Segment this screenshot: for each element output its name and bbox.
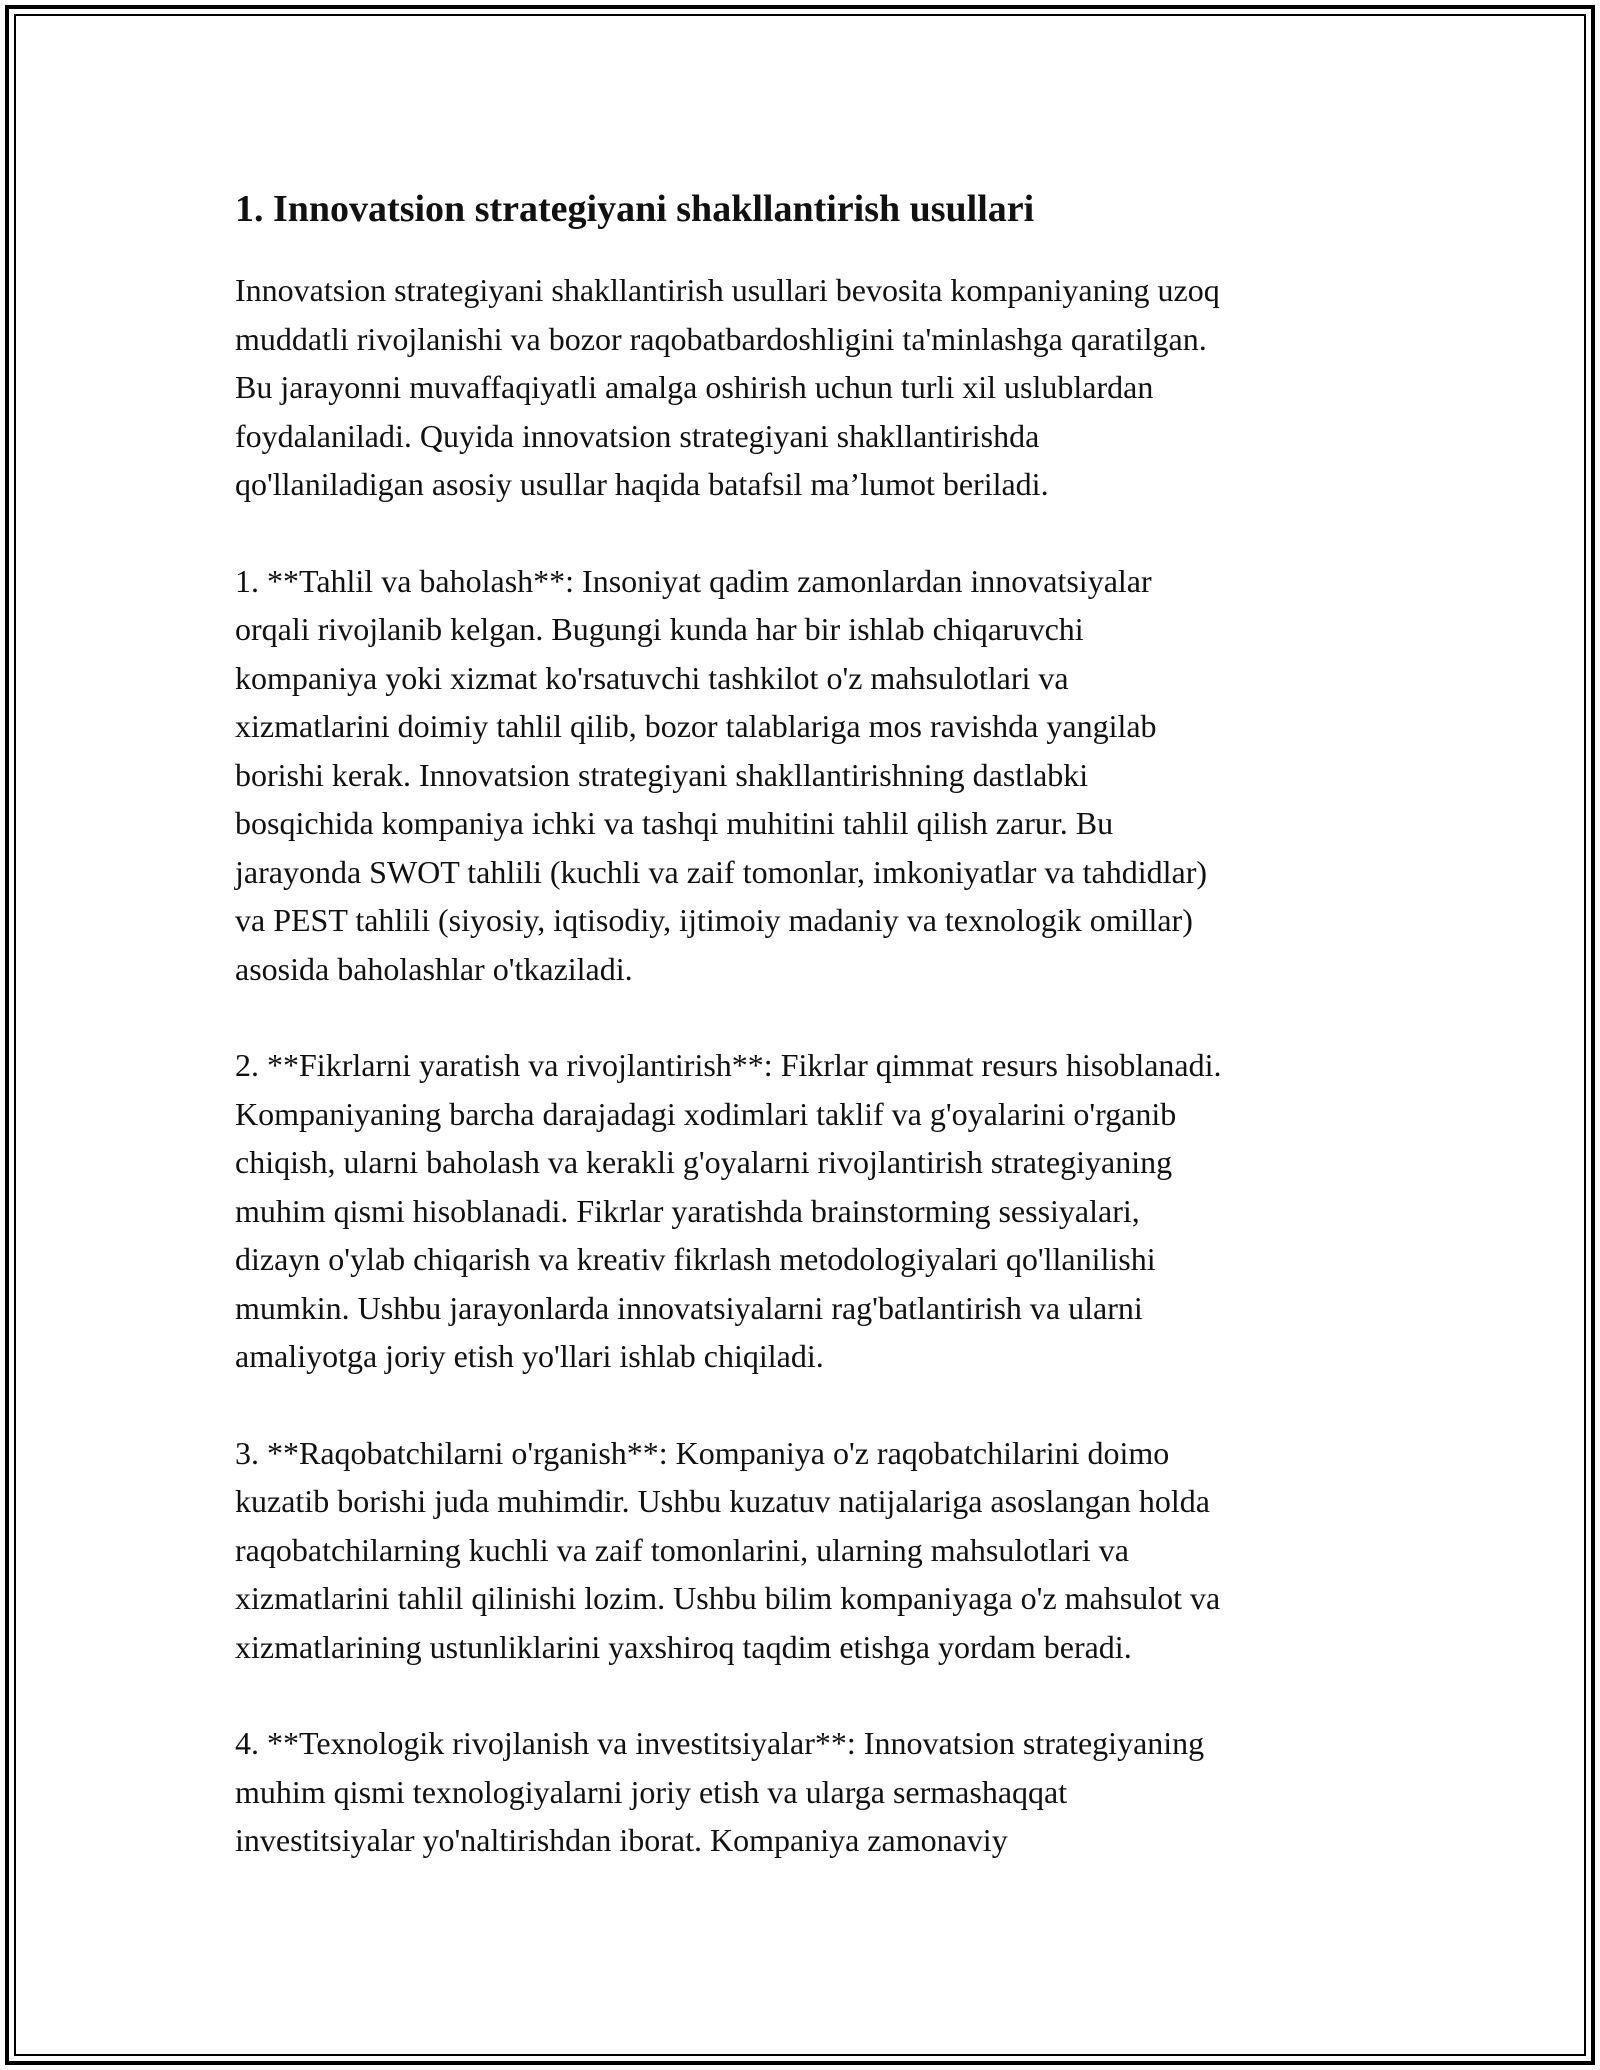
section-heading: 1. Innovatsion strategiyani shakllantirish usullari <box>235 188 1035 230</box>
paragraph-line: amaliyotga joriy etish yo'llari ishlab chiqiladi. <box>235 1338 824 1374</box>
paragraph-line: Innovatsion strategiyani shakllantirish usullari bevosita kompaniyaning uzoq <box>235 272 1220 308</box>
paragraph-line: Bu jarayonni muvaffaqiyatli amalga oshirish uchun turli xil uslublardan <box>235 369 1154 405</box>
paragraph-line: dizayn o'ylab chiqarish va kreativ fikrlash metodologiyalari qo'llanilishi <box>235 1241 1156 1277</box>
paragraph-line: 4. **Texnologik rivojlanish va investitsiyalar**: Innovatsion strategiyaning <box>235 1725 1205 1761</box>
paragraph-line: kompaniya yoki xizmat ko'rsatuvchi tashkilot o'z mahsulotlari va <box>235 659 1069 696</box>
paragraph-line: orqali rivojlanib kelgan. Bugungi kunda har bir ishlab chiqaruvchi <box>235 611 1084 647</box>
paragraph-line: muhim qismi texnologiyalarni joriy etish va ularga sermashaqqat <box>235 1773 1068 1810</box>
paragraph-line: xizmatlarini doimiy tahlil qilib, bozor talablariga mos ravishda yangilab <box>235 708 1157 744</box>
paragraph-list <box>235 266 1400 1865</box>
paragraph-line: bosqichida kompaniya ichki va tashqi muhitini tahlil qilish zarur. Bu <box>235 805 1114 841</box>
paragraph-line: xizmatlarining ustunliklarini yaxshiroq taqdim etishga yordam beradi. <box>235 1628 1132 1665</box>
paragraph-line: Kompaniyaning barcha darajadagi xodimlari taklif va g'oyalarini o'rganib <box>235 1095 1177 1132</box>
paragraph-line: xizmatlarini tahlil qilinishi lozim. Ushbu bilim kompaniyaga o'z mahsulot va <box>235 1580 1221 1616</box>
paragraph-line: mumkin. Ushbu jarayonlarda innovatsiyalarni rag'batlantirish va ularni <box>235 1289 1143 1326</box>
paragraph-line: qo'llaniladigan asosiy usullar haqida batafsil ma’lumot beriladi. <box>235 466 1049 502</box>
paragraph-line: borishi kerak. Innovatsion strategiyani shakllantirishning dastlabki <box>235 756 1089 793</box>
document-body <box>235 186 1400 1913</box>
paragraph-line: 1. **Tahlil va baholash**: Insoniyat qadim zamonlardan innovatsiyalar <box>235 562 1152 599</box>
paragraph-line: muhim qismi hisoblanadi. Fikrlar yaratishda brainstorming sessiyalari, <box>235 1192 1140 1229</box>
paragraph-line: investitsiyalar yo'naltirishdan iborat. Kompaniya zamonaviy <box>235 1822 1008 1858</box>
paragraph-line: chiqish, ularni baholash va kerakli g'oyalarni rivojlantirish strategiyaning <box>235 1144 1173 1180</box>
paragraph-line: asosida baholashlar o'tkaziladi. <box>235 950 633 987</box>
paragraph <box>235 266 1400 509</box>
paragraph-line: 2. **Fikrlarni yaratish va rivojlantirish**: Fikrlar qimmat resurs hisoblanadi. <box>235 1047 1222 1083</box>
paragraph-line: va PEST tahlili (siyosiy, iqtisodiy, ijtimoiy madaniy va texnologik omillar) <box>235 902 1193 938</box>
paragraph-line: raqobatchilarning kuchli va zaif tomonlarini, ularning mahsulotlari va <box>235 1531 1129 1568</box>
paragraph <box>235 1429 1400 1672</box>
paragraph-line: 3. **Raqobatchilarni o'rganish**: Kompaniya o'z raqobatchilarini doimo <box>235 1434 1170 1471</box>
paragraph <box>235 557 1400 994</box>
paragraph-line: muddatli rivojlanishi va bozor raqobatbardoshligini ta'minlashga qaratilgan. <box>235 320 1207 357</box>
paragraph-line: foydalaniladi. Quyida innovatsion strategiyani shakllantirishda <box>235 417 1040 454</box>
paragraph-line: jarayonda SWOT tahlili (kuchli va zaif tomonlar, imkoniyatlar va tahdidlar) <box>235 853 1208 890</box>
paragraph <box>235 1719 1400 1865</box>
paragraph <box>235 1041 1400 1381</box>
paragraph-line: kuzatib borishi juda muhimdir. Ushbu kuzatuv natijalariga asoslangan holda <box>235 1483 1210 1519</box>
